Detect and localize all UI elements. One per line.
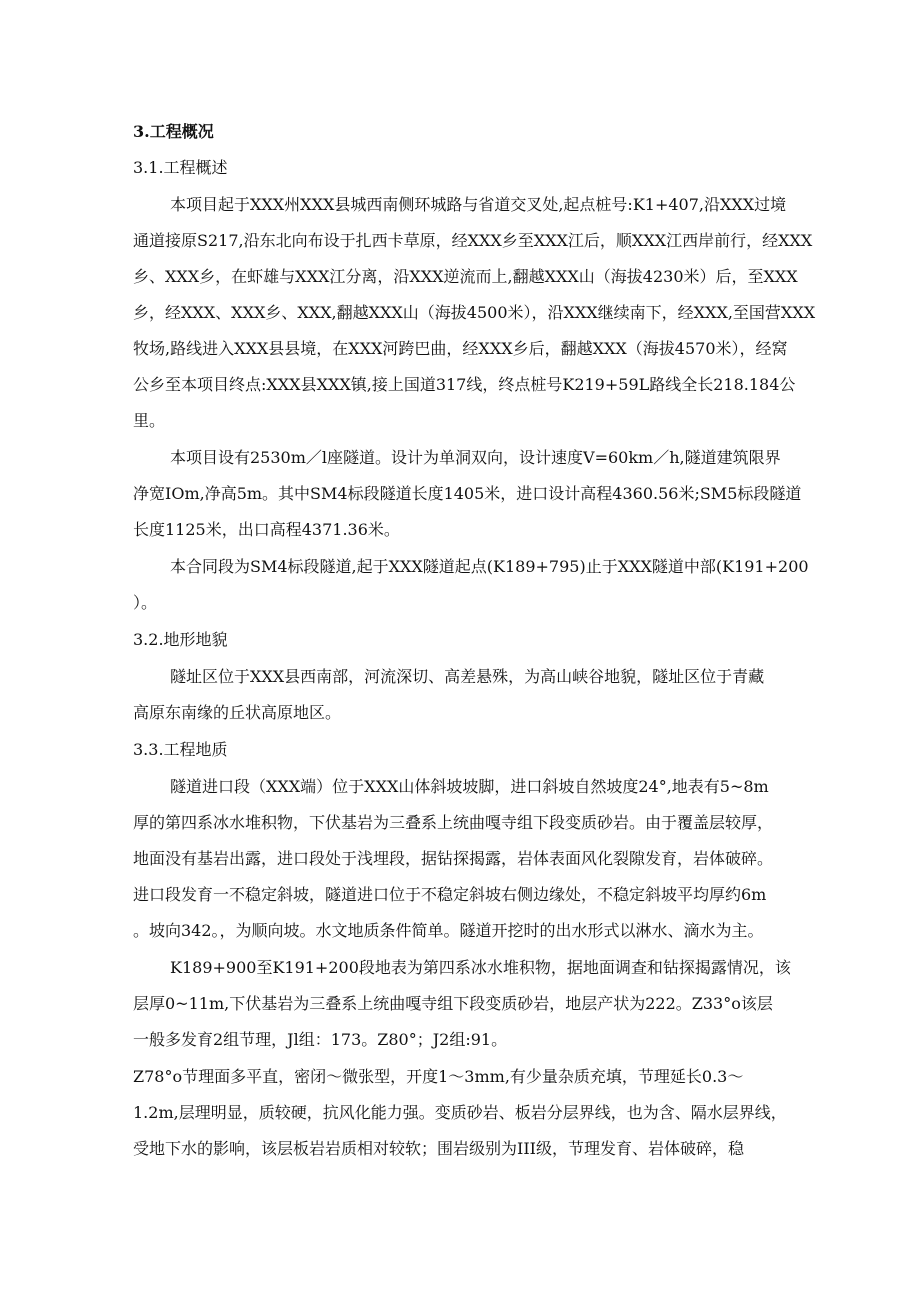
paragraph-line: 乡，经XXX、XXX乡、XXX,翻越XXX山（海拔4500米），沿XXX继续南下，经XXX,至国营XXX xyxy=(133,303,816,322)
paragraph-line: 高原东南缘的丘状高原地区。 xyxy=(133,703,342,722)
paragraph-line: 厚的第四系冰水堆积物，下伏基岩为三叠系上统曲嘎寺组下段变质砂岩。由于覆盖层较厚， xyxy=(133,813,774,832)
paragraph-line: K189+900至K191+200段地表为第四系冰水堆积物，据地面调查和钻探揭露情况，该 xyxy=(170,958,791,977)
paragraph-line: 公乡至本项目终点:XXX县XXX镇,接上国道317线，终点桩号K219+59L路线全长218.184公 xyxy=(133,375,796,394)
paragraph-line: Z78°o节理面多平直，密闭～微张型，开度1～3mm,有少量杂质充填，节理延长0.3～ xyxy=(133,1067,744,1086)
paragraph-line: 本合同段为SM4标段隧道,起于XXX隧道起点(K189+795)止于XXX隧道中部(K191+200 xyxy=(170,557,809,576)
paragraph-line: 本项目设有2530m／l座隧道。设计为单洞双向，设计速度V=60km／h,隧道建筑限界 xyxy=(170,448,781,467)
paragraph-line: 隧道进口段（XXX端）位于XXX山体斜坡坡脚，进口斜坡自然坡度24°,地表有5~8m xyxy=(170,777,769,796)
section-heading-3-1: 3.1.工程概述 xyxy=(133,158,228,177)
paragraph-line: ）。 xyxy=(133,593,158,612)
paragraph-line: 隧址区位于XXX县西南部，河流深切、高差悬殊，为高山峡谷地貌，隧址区位于青藏 xyxy=(170,667,765,686)
paragraph-line: 本项目起于XXX州XXX县城西南侧环城路与省道交叉处,起点桩号:K1+407,沿XXX过境 xyxy=(170,195,787,214)
paragraph-line: 里。 xyxy=(133,411,166,430)
paragraph-line: 牧场,路线进入XXX县县境，在XXX河跨巴曲，经XXX乡后，翻越XXX（海拔4570米），经窝 xyxy=(133,339,788,358)
paragraph-line: 地面没有基岩出露，进口段处于浅埋段，据钻探揭露，岩体表面风化裂隙发育，岩体破碎。 xyxy=(133,849,774,868)
paragraph-line: 受地下水的影响，该层板岩岩质相对较软；围岩级别为III级，节理发育、岩体破碎，稳 xyxy=(133,1139,744,1158)
paragraph-line: 。坡向342。，为顺向坡。水文地质条件简单。隧道开挖时的出水形式以淋水、滴水为主。 xyxy=(133,921,764,940)
section-heading-3-2: 3.2.地形地貌 xyxy=(133,630,228,649)
paragraph-line: 进口段发育一不稳定斜坡，隧道进口位于不稳定斜坡右侧边缘处，不稳定斜坡平均厚约6m xyxy=(133,885,767,904)
paragraph-line: 1.2m,层理明显，质较硬，抗风化能力强。变质砂岩、板岩分层界线，也为含、隔水层界线， xyxy=(133,1103,787,1122)
paragraph-line: 一般多发育2组节理，Jl组：173。Z80°；J2组:91。 xyxy=(133,1030,508,1049)
paragraph-line: 净宽IOm,净高5m。其中SM4标段隧道长度1405米，进口设计高程4360.56米;SM5标段隧道 xyxy=(133,484,802,503)
section-heading-3: 3.工程概况 xyxy=(133,122,214,141)
section-heading-3-3: 3.3.工程地质 xyxy=(133,740,228,759)
paragraph-line: 层厚0~11m,下伏基岩为三叠系上统曲嘎寺组下段变质砂岩，地层产状为222。Z33°o该层 xyxy=(133,994,773,1013)
paragraph-line: 长度1125米，出口高程4371.36米。 xyxy=(133,520,400,539)
paragraph-line: 通道接原S217,沿东北向布设于扎西卡草原，经XXX乡至XXX江后，顺XXX江西岸前行，经XXX xyxy=(133,231,813,250)
paragraph-line: 乡、XXX乡，在虾雄与XXX江分离，沿XXX逆流而上,翻越XXX山（海拔4230米）后，至XXX xyxy=(133,267,798,286)
